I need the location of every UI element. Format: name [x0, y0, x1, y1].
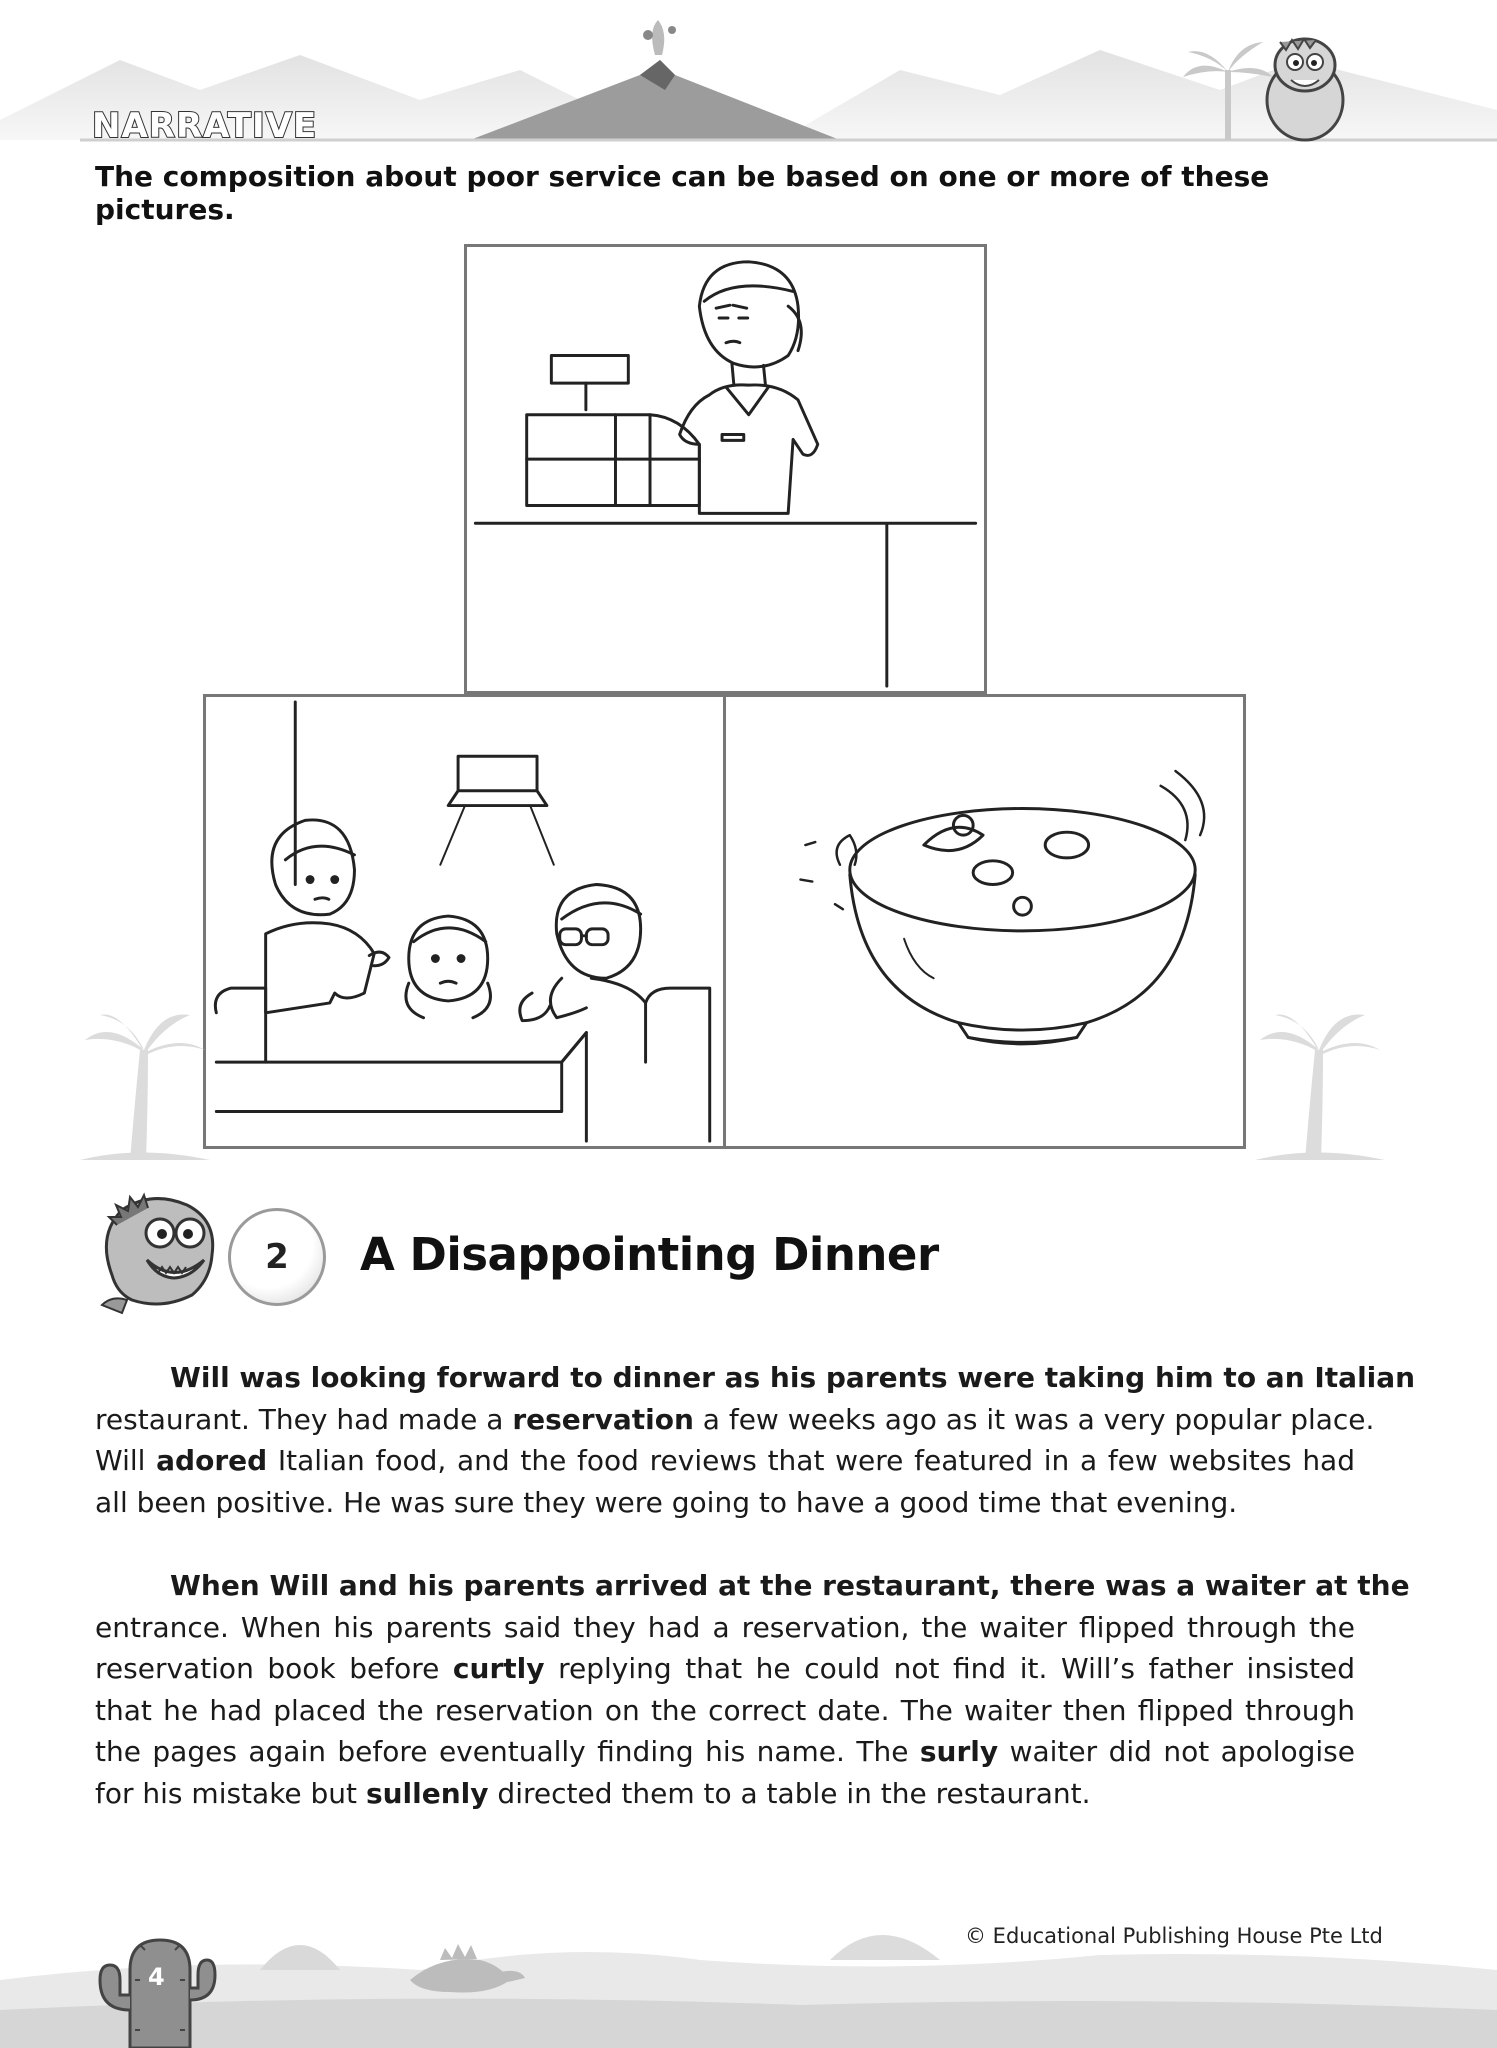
text-segment: Will: [95, 1444, 157, 1477]
footer-desert-illustration: [0, 1860, 1497, 2048]
vocabulary-word: Will was looking forward to dinner as his parents were taking him to an Italian: [170, 1361, 1416, 1394]
picture-panel-family-waiting: [203, 694, 726, 1149]
family-waiting-illustration: [206, 697, 723, 1146]
paragraph-line: [95, 1440, 1355, 1482]
paragraph-line: [95, 1482, 1355, 1524]
vocabulary-word: reservation: [512, 1402, 694, 1436]
paragraph-line: [95, 1357, 1416, 1399]
text-segment: all been positive. He was sure they were going to have a good time that evening.: [95, 1485, 1238, 1519]
vocabulary-word: surly: [919, 1735, 999, 1768]
story-title: A Disappointing Dinner: [360, 1228, 939, 1281]
vocabulary-word: adored: [156, 1444, 268, 1477]
vocabulary-word: curtly: [452, 1652, 545, 1685]
palm-tree-icon: [1255, 1010, 1385, 1160]
intro-instruction: The composition about poor service can be based on one or more of these pictures.: [95, 160, 1270, 226]
story-paragraph-2: [95, 1565, 1410, 1814]
dino-mascot-icon: [92, 1185, 237, 1315]
text-segment: reservation book before: [95, 1652, 453, 1685]
paragraph-line: [95, 1648, 1355, 1690]
text-segment: waiter did not apologise: [998, 1735, 1355, 1768]
text-segment: for his mistake but: [95, 1776, 366, 1810]
vocabulary-word: When Will and his parents arrived at the restaurant, there was a waiter at the: [170, 1569, 1410, 1602]
paragraph-line: [95, 1731, 1355, 1773]
text-segment: the pages again before eventually finding his name. The: [95, 1735, 920, 1768]
soup-bowl-illustration: [726, 697, 1243, 1146]
text-segment: directed them to a table in the restaurant.: [488, 1776, 1091, 1810]
story-paragraph-1: [95, 1357, 1416, 1523]
paragraph-line: [95, 1607, 1355, 1649]
paragraph-line: [95, 1773, 1355, 1815]
text-segment: that he had placed the reservation on the correct date. The waiter then flipped through: [95, 1693, 1355, 1727]
cashier-illustration: [467, 247, 984, 691]
paragraph-line: [95, 1690, 1355, 1732]
text-segment: replying that he could not find it. Will’s father insisted: [544, 1652, 1356, 1685]
text-segment: entrance. When his parents said they had a reservation, the waiter flipped through the: [95, 1610, 1355, 1644]
text-segment: Italian food, and the food reviews that were featured in a few websites had: [267, 1444, 1355, 1477]
copyright-notice: © Educational Publishing House Pte Ltd: [965, 1924, 1383, 1948]
text-segment: a few weeks ago as it was a very popular place.: [693, 1402, 1375, 1436]
picture-panel-soup-bowl: [723, 694, 1246, 1149]
vocabulary-word: sullenly: [365, 1776, 489, 1810]
palm-tree-icon: [80, 1010, 210, 1160]
dino-mascot-icon: [1267, 39, 1343, 140]
page-number: 4: [148, 1963, 165, 1991]
section-tag-narrative: NARRATIVE: [92, 106, 318, 146]
text-segment: restaurant. They had made a: [95, 1402, 513, 1436]
story-number-badge: 2: [228, 1208, 326, 1306]
picture-panel-cashier: [464, 244, 987, 694]
paragraph-line: [95, 1399, 1375, 1441]
paragraph-line: [95, 1565, 1410, 1607]
